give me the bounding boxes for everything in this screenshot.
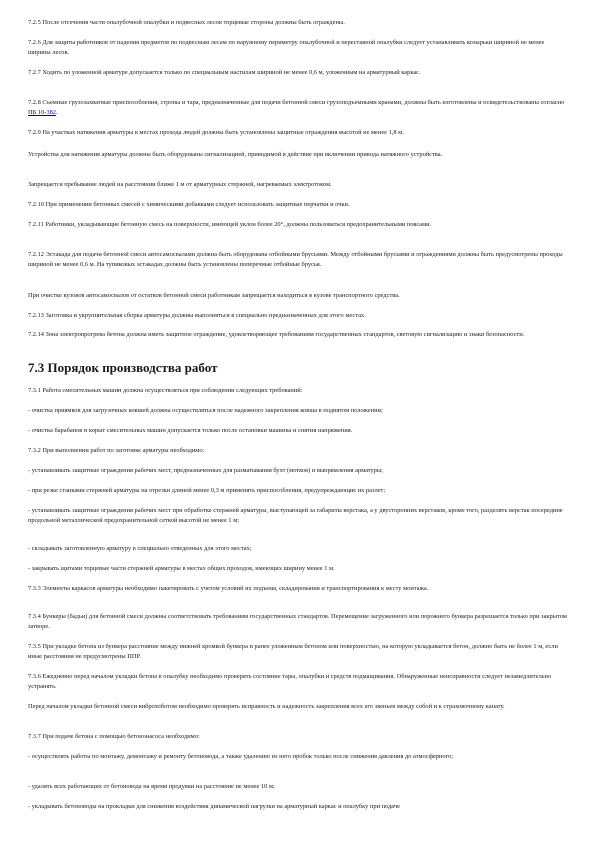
paragraph: 7.3.1 Работа смесительных машин должна осуществляться при соблюдении следующих требований: [28, 387, 303, 394]
paragraph: При очистке кузовов автосамосвалов от остатков бетонной смеси работникам запрещается находиться в кузове транспортного средства. [28, 292, 400, 299]
paragraph: Запрещается пребывание людей на расстоянии ближе 1 м от арматурных стержней, нагреваемых электротоком. [28, 181, 332, 188]
paragraph: 7.2.13 Заготовка и укрупнительная сборка арматуры должны выполняться в специально предназначенных для этого местах. [28, 312, 366, 319]
paragraph: - устанавливать защитные ограждения рабочих мест, предназначенных для разматывания бухт (мотков) и выпрямления арматуры; [28, 467, 383, 474]
paragraph: 7.2.9 На участках натяжения арматуры в местах прохода людей должны быть установлены защитные ограждения высотой не менее 1,8 м. [28, 129, 404, 136]
paragraph: 7.2.11 Работники, укладывающие бетонную смесь на поверхности, имеющей уклон более 20°, должны пользоваться предохранительными поясами. [28, 221, 432, 228]
paragraph: 7.2.14 Зона электропрогрева бетона должна иметь защитное ограждение, удовлетворяющее требованиям государственных стандартов, световую сигнализацию и знаки безопасности. [28, 331, 525, 338]
paragraph: 7.3.4 Бункеры (бадьи) для бетонной смеси должны соответствовать требованиям государственных стандартов. Перемещение загруженного или порожнего бункера разрешается только при закрытом затворе. [28, 613, 567, 630]
paragraph: - закрывать щитами торцевые части стержней арматуры в местах общих проходов, имеющих ширину менее 1 м. [28, 565, 335, 572]
paragraph: 7.3.3 Элементы каркасов арматуры необходимо пакетировать с учетом условий их подъема, складирования и транспортирования к месту монтажа. [28, 585, 429, 592]
paragraph: 7.2.7 Ходить по уложенной арматуре допускается только по специальным настилам шириной не менее 0,6 м, уложенным на арматурный каркас. [28, 69, 421, 76]
paragraph: 7.2.6 Для защиты работников от падения предметов по подвесным лесам по наружному периметру опалубочной и переставной опалубки следует устанавливать козырьки шириной не менее ширины лесов. [28, 39, 545, 56]
paragraph: - очистка приямков для загрузочных ковшей должна осуществляться после надежного закрепления ковша в поднятом положении; [28, 407, 383, 414]
paragraph: - удалять всех работающих от бетоновода на время продувки на расстояние не менее 10 м; [28, 783, 275, 790]
paragraph-text: . [56, 108, 58, 116]
section-heading: 7.3 Порядок производства работ [28, 360, 218, 375]
paragraph-text: 7.2.8 Съемные грузозахватные приспособления, стропы и тара, предназначенные для подачи бетонной смеси грузоподъемными кранами, должны быть изготовлены и освидетельствованы согласно [28, 99, 565, 106]
paragraph: - очистка барабанов и корыт смесительных машин допускается только после остановки машины и снятия напряжения. [28, 427, 353, 434]
paragraph: - укладывать бетоноводы на прокладки для снижения воздействия динамической нагрузки на арматурный каркас и опалубку при подаче [28, 803, 400, 810]
paragraph: - осуществлять работы по монтажу, демонтажу и ремонту бетоновода, а также удалению из него пробок только после снижения давления до атмосферного; [28, 753, 454, 760]
paragraph: 7.2.5 После отсечения части опалубочной опалубки и подвесных лесов торцевые стороны должны быть ограждены. [28, 19, 345, 26]
paragraph: 7.3.6 Ежедневно перед началом укладки бетона в опалубку необходимо проверять состояние тары, опалубки и средств подмащивания. Обнаруженные неисправности следует незамедлительно устранять. [28, 673, 552, 690]
paragraph: Устройства для натяжения арматуры должны быть оборудованы сигнализацией, приводимой в действие при включении привода натяжного устройства. [28, 151, 443, 158]
paragraph: 7.2.10 При применении бетонных смесей с химическими добавками следует использовать защитные перчатки и очки. [28, 201, 350, 208]
paragraph: - складывать заготовленную арматуру в специально отведенных для этого местах; [28, 545, 252, 552]
paragraph: 7.2.12 Эстакада для подачи бетонной смеси автосамосвалами должна быть оборудована отбойными брусьями. Между отбойными брусьями и ограждениями должны быть предусмотрены проходы шириной не менее 0,6 м. На тупиковых эстакадах должны быть установлены поперечные отбойные брусья. [28, 251, 563, 268]
regulation-link[interactable]: ПБ 10-382 [28, 108, 56, 116]
paragraph: - устанавливать защитные ограждения рабочих мест при обработке стержней арматуры, выступающей за габариты верстака, а у двусторонних верстаков, кроме того, разделять верстак посередине продольной металлической предохранительной сеткой высотой не менее 1 м; [28, 507, 563, 524]
paragraph: 7.3.5 При укладке бетона из бункера расстояние между нижней кромкой бункера и ранее уложенным бетоном или поверхностью, на которую укладывается бетон, должно быть не более 1 м, если иные расстояния не предусмотрены ППР. [28, 643, 558, 660]
paragraph: 7.3.2 При выполнении работ по заготовке арматуры необходимо: [28, 447, 205, 454]
paragraph: - при резке станками стержней арматуры на отрезки длиной менее 0,3 м применять приспособления, предупреждающие их разлет; [28, 487, 386, 494]
paragraph: 7.3.7 При подаче бетона с помощью бетононасоса необходимо: [28, 733, 200, 740]
paragraph [28, 98, 568, 117]
paragraph: Перед началом укладки бетонной смеси виброхоботом необходимо проверять исправность и надежность закрепления всех его звеньев между собой и к страховочному канату. [28, 703, 505, 710]
